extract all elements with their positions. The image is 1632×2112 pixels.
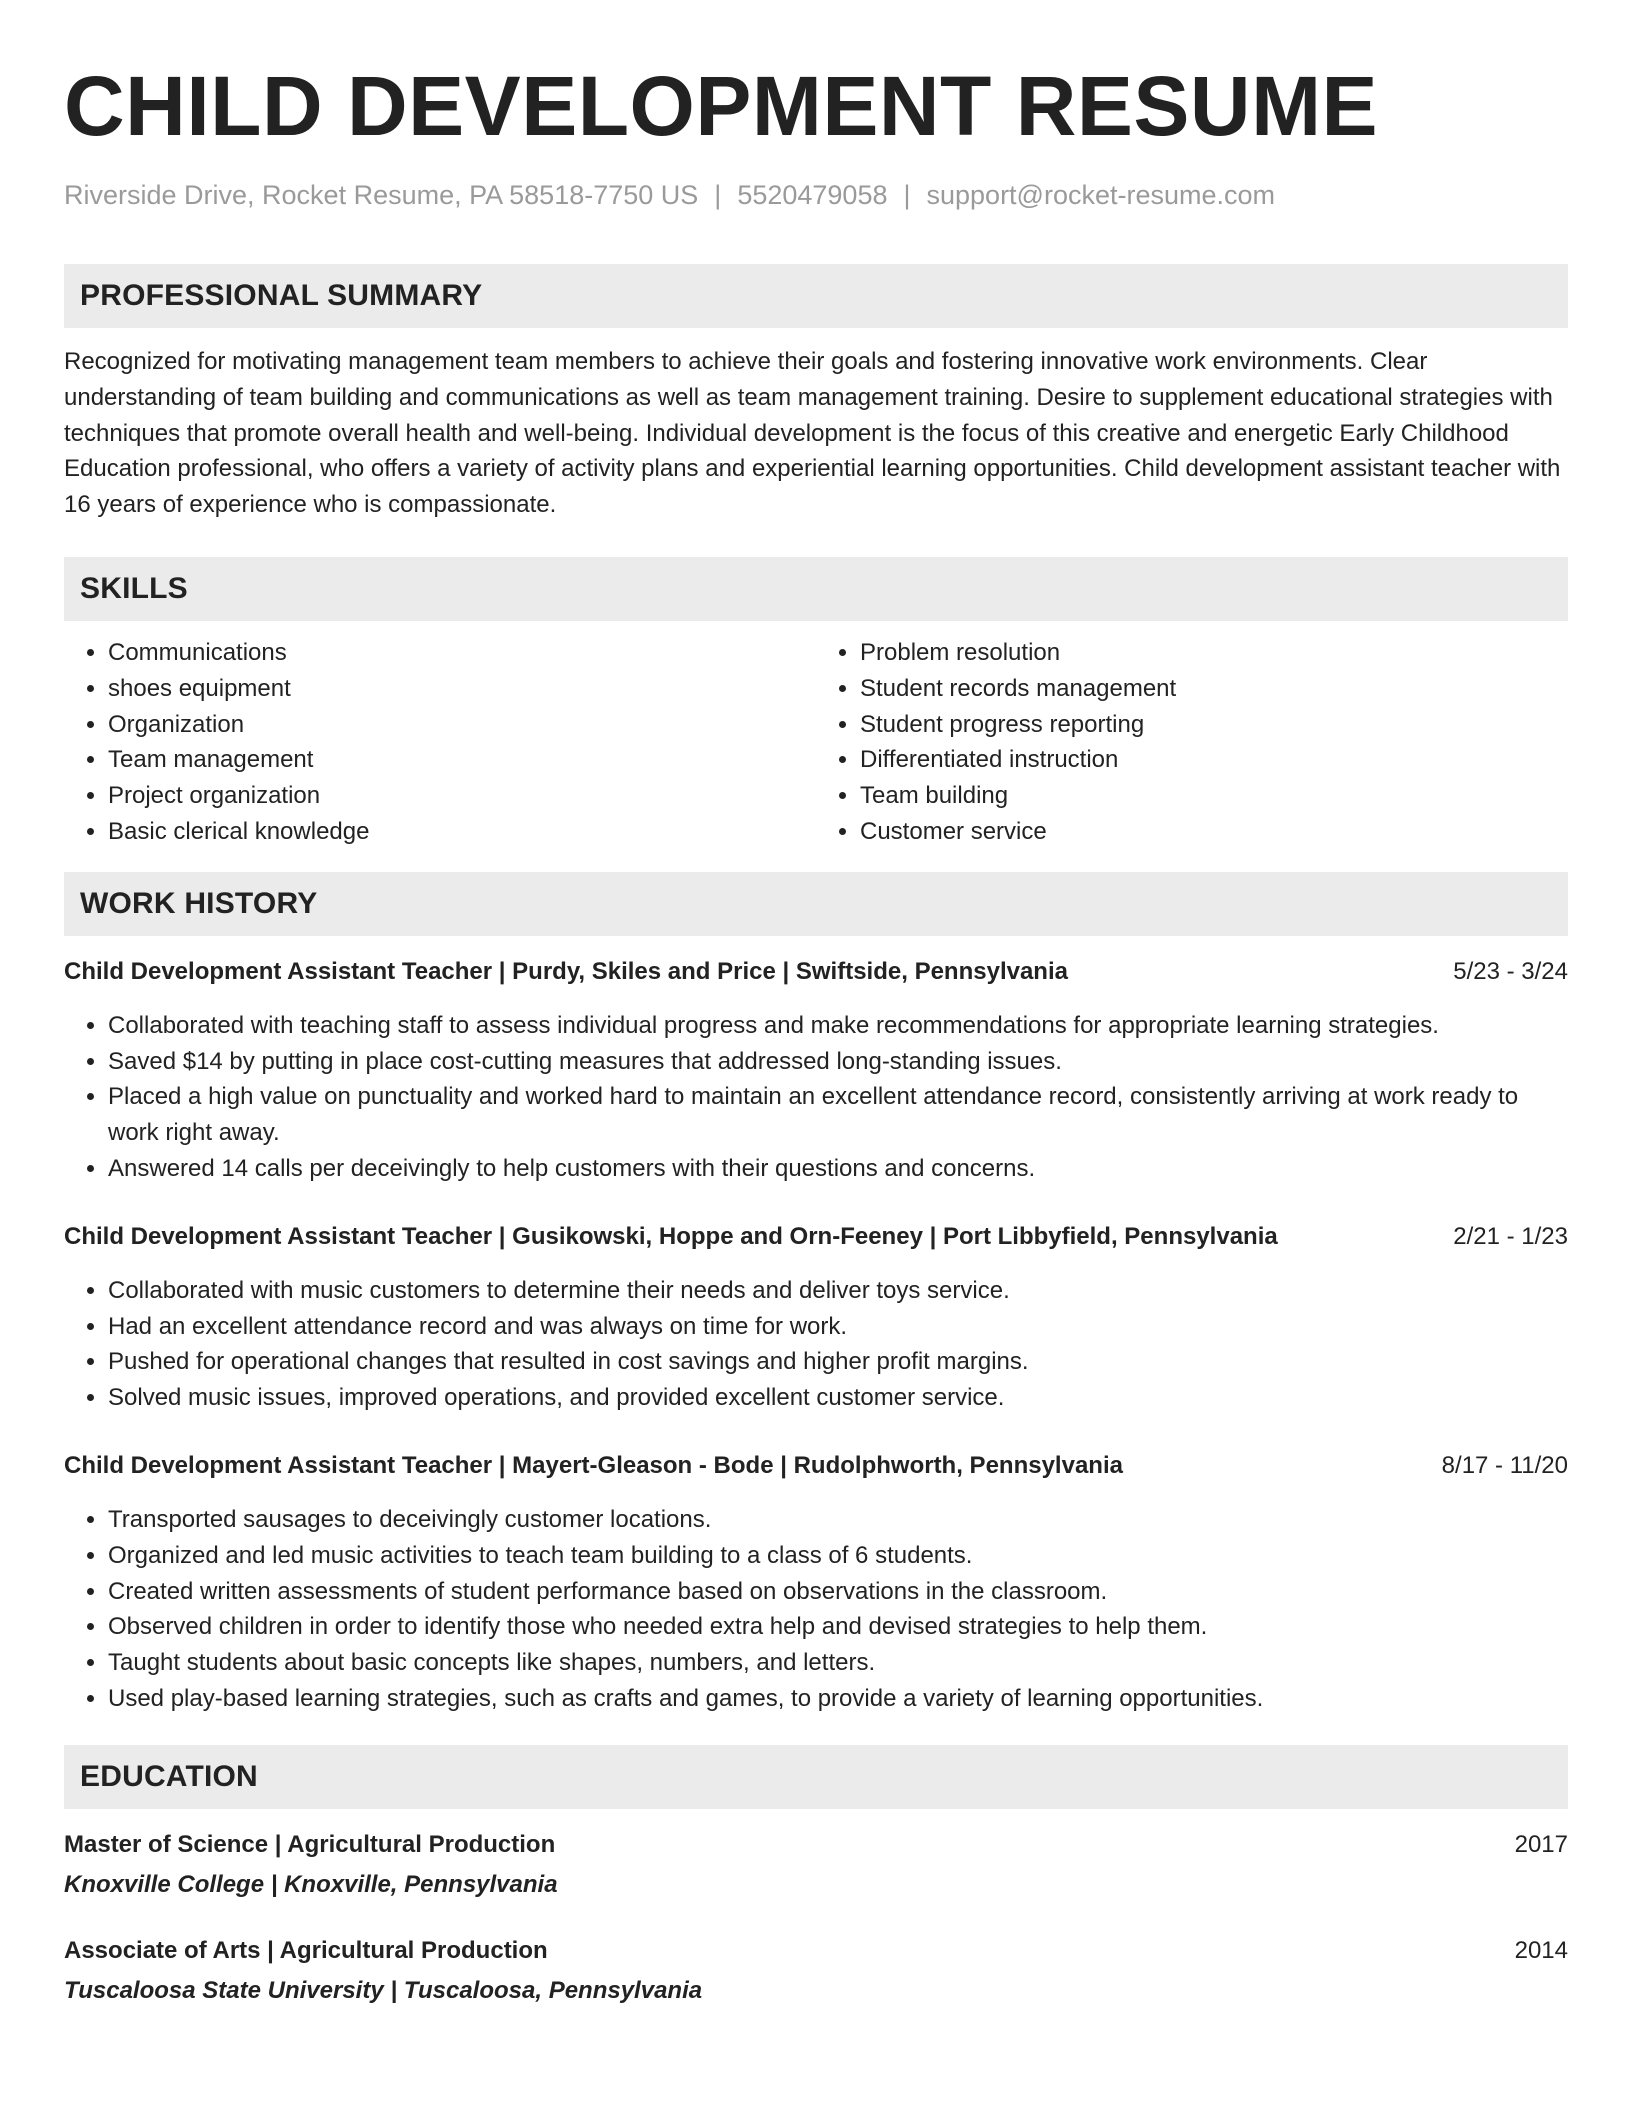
job-title: Child Development Assistant Teacher | Purdy, Skiles and Price | Swiftside, Pennsylvania xyxy=(64,957,1068,985)
job-entry xyxy=(64,1219,1568,1416)
education-entry xyxy=(64,1933,1568,2009)
job-header xyxy=(64,1219,1568,1255)
job-bullets xyxy=(64,1502,1568,1717)
skill-item: • Differentiated instruction xyxy=(860,742,1568,778)
job-bullet: • Transported sausages to deceivingly customer locations. xyxy=(108,1502,1568,1538)
job-bullet: • Taught students about basic concepts like shapes, numbers, and letters. xyxy=(108,1645,1568,1681)
contact-separator: | xyxy=(903,180,911,210)
summary-text: Recognized for motivating management team members to achieve their goals and fostering innovative work environments. Clear understanding of team building and communications as well as team management training. Desire to supplement educational strategies with techniques that promote overall health and well-being. Individual development is the focus of this creative and energetic Early Childhood Education professional, who offers a variety of activity plans and experiential learning opportunities. Child development assistant teacher with 16 years of experience who is compassionate. xyxy=(64,348,1561,519)
work-section-title: WORK HISTORY xyxy=(80,886,318,920)
contact-email: support@rocket-resume.com xyxy=(926,180,1276,210)
skill-item: • Student progress reporting xyxy=(860,707,1568,743)
skills-column-left xyxy=(64,635,816,850)
education-school: Knoxville College | Knoxville, Pennsylvania xyxy=(64,1870,558,1898)
contact-address: Riverside Drive, Rocket Resume, PA 58518-7750 US xyxy=(64,180,699,210)
job-title: Child Development Assistant Teacher | Gusikowski, Hoppe and Orn-Feeney | Port Libbyfield, Pennsylvania xyxy=(64,1222,1278,1250)
contact-line xyxy=(64,178,1568,212)
job-dates: 2/21 - 1/23 xyxy=(1453,1222,1568,1250)
education-school: Tuscaloosa State University | Tuscaloosa, Pennsylvania xyxy=(64,1976,703,2004)
job-title: Child Development Assistant Teacher | Mayert-Gleason - Bode | Rudolphworth, Pennsylvania xyxy=(64,1451,1123,1479)
education-header xyxy=(64,1827,1568,1863)
contact-separator: | xyxy=(714,180,722,210)
education-year: 2017 xyxy=(1514,1830,1568,1858)
skill-item: • Team building xyxy=(860,778,1568,814)
skill-item: • Organization xyxy=(108,707,816,743)
job-bullet: • Organized and led music activities to teach team building to a class of 6 students. xyxy=(108,1538,1568,1574)
job-bullets xyxy=(64,1008,1568,1187)
skills-list xyxy=(64,635,1568,850)
job-dates: 8/17 - 11/20 xyxy=(1441,1451,1568,1479)
skill-item: • shoes equipment xyxy=(108,671,816,707)
skill-item: • Communications xyxy=(108,635,816,671)
work-section-header xyxy=(64,872,1568,936)
job-bullet: • Solved music issues, improved operations, and provided excellent customer service. xyxy=(108,1380,1568,1416)
resume-title: CHILD DEVELOPMENT RESUME xyxy=(64,59,1379,153)
skill-item: • Basic clerical knowledge xyxy=(108,814,816,850)
job-bullet: • Observed children in order to identify those who needed extra help and devised strategies to help them. xyxy=(108,1609,1568,1645)
job-bullet: • Had an excellent attendance record and was always on time for work. xyxy=(108,1309,1568,1345)
skills-section-title: SKILLS xyxy=(80,571,188,605)
skill-item: • Problem resolution xyxy=(860,635,1568,671)
job-bullet: • Collaborated with teaching staff to assess individual progress and make recommendations for appropriate learning strategies. xyxy=(108,1008,1568,1044)
skill-item: • Project organization xyxy=(108,778,816,814)
education-section-header xyxy=(64,1745,1568,1809)
education-degree: Master of Science | Agricultural Production xyxy=(64,1830,556,1858)
summary-section-title: PROFESSIONAL SUMMARY xyxy=(80,279,483,312)
education-section-title: EDUCATION xyxy=(80,1759,258,1793)
skill-item: • Customer service xyxy=(860,814,1568,850)
job-bullet: • Saved $14 by putting in place cost-cutting measures that addressed long-standing issues. xyxy=(108,1044,1568,1080)
job-bullet: • Placed a high value on punctuality and worked hard to maintain an excellent attendance record, consistently arriving at work ready to work right away. xyxy=(108,1079,1568,1151)
job-bullet: • Answered 14 calls per deceivingly to help customers with their questions and concerns. xyxy=(108,1151,1568,1187)
skills-section-header xyxy=(64,557,1568,621)
education-header xyxy=(64,1933,1568,1969)
skills-column-right xyxy=(816,635,1568,850)
job-bullet: • Collaborated with music customers to determine their needs and deliver toys service. xyxy=(108,1273,1568,1309)
job-bullet: • Created written assessments of student performance based on observations in the classroom. xyxy=(108,1574,1568,1610)
job-bullets xyxy=(64,1273,1568,1416)
education-year: 2014 xyxy=(1514,1936,1568,1964)
job-entry xyxy=(64,954,1568,1187)
job-entry xyxy=(64,1448,1568,1717)
job-bullet: • Used play-based learning strategies, such as crafts and games, to provide a variety of learning opportunities. xyxy=(108,1681,1568,1717)
contact-phone: 5520479058 xyxy=(737,180,888,210)
job-header xyxy=(64,954,1568,990)
job-dates: 5/23 - 3/24 xyxy=(1453,957,1568,985)
job-header xyxy=(64,1448,1568,1484)
skill-item: • Student records management xyxy=(860,671,1568,707)
job-bullet: • Pushed for operational changes that resulted in cost savings and higher profit margins. xyxy=(108,1344,1568,1380)
education-entry xyxy=(64,1827,1568,1903)
summary-section-header xyxy=(64,264,1568,328)
skill-item: • Team management xyxy=(108,742,816,778)
education-degree: Associate of Arts | Agricultural Production xyxy=(64,1936,548,1964)
